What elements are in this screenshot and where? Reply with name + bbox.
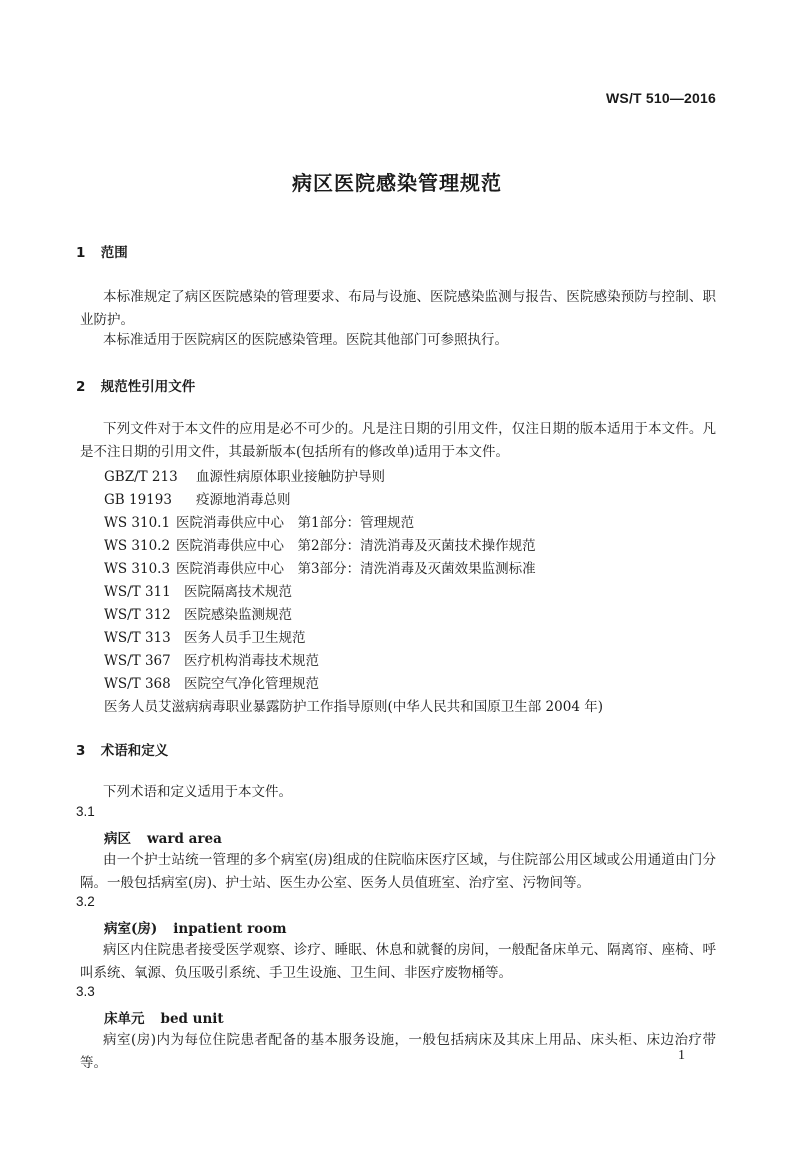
section-title: 术语和定义	[100, 743, 169, 759]
reference-code: WS/T 311	[104, 584, 171, 600]
reference-item	[104, 672, 319, 692]
term-zh: 病区	[104, 831, 131, 847]
reference-code: WS 310.2	[104, 538, 171, 554]
term-definition: 病室(房)内为每位住院患者配备的基本服务设施，一般包括病床及其床上用品、床头柜、床边治疗带等。	[80, 1032, 716, 1071]
reference-item	[104, 649, 319, 669]
reference-title: 医院消毒供应中心 第3部分：清洗消毒及灭菌效果监测标准	[176, 561, 536, 577]
clause-number: 3.3	[76, 984, 95, 999]
reference-title: 血源性病原体职业接触防护导则	[196, 469, 385, 485]
paragraph: 下列术语和定义适用于本文件。	[103, 784, 292, 800]
term-zh: 床单元	[104, 1011, 145, 1027]
reference-title: 医院消毒供应中心 第2部分：清洗消毒及灭菌技术操作规范	[176, 538, 536, 554]
reference-item	[104, 465, 385, 485]
reference-title: 医院隔离技术规范	[184, 584, 292, 600]
section-2-heading	[76, 375, 195, 395]
reference-title: 医疗机构消毒技术规范	[184, 653, 319, 669]
reference-item	[104, 557, 536, 577]
reference-title: 医院消毒供应中心 第1部分：管理规范	[176, 515, 415, 531]
section-title: 规范性引用文件	[100, 379, 196, 395]
document-title: 病区医院感染管理规范	[292, 171, 502, 195]
term-definition: 病区内住院患者接受医学观察、诊疗、睡眠、休息和就餐的房间，一般配备床单元、隔离帘、座椅、呼叫系统、氧源、负压吸引系统、手卫生设施、卫生间、非医疗废物桶等。	[80, 942, 716, 981]
reference-title: 疫源地消毒总则	[196, 492, 291, 508]
section-number: 3	[76, 743, 86, 759]
standard-code: WS/T 510—2016	[606, 90, 716, 106]
reference-code: WS 310.3	[104, 561, 171, 577]
term-en: ward area	[147, 831, 222, 847]
reference-code: WS 310.1	[104, 515, 171, 531]
reference-title: 医务人员手卫生规范	[184, 630, 306, 646]
section-title: 范围	[100, 245, 128, 261]
term-heading	[104, 827, 222, 847]
clause-number: 3.2	[76, 894, 95, 909]
section-number: 1	[76, 245, 86, 261]
paragraph: 本标准规定了病区医院感染的管理要求、布局与设施、医院感染监测与报告、医院感染预防与控制、职业防护。	[80, 289, 716, 328]
reference-code: WS/T 368	[104, 676, 171, 692]
term-definition: 由一个护士站统一管理的多个病室(房)组成的住院临床医疗区域，与住院部公用区域或公用通道由门分隔。一般包括病室(房)、护士站、医生办公室、医务人员值班室、治疗室、污物间等。	[80, 852, 716, 891]
term-heading	[104, 1007, 224, 1027]
reference-title: 医院感染监测规范	[184, 607, 292, 623]
reference-item	[104, 580, 292, 600]
reference-code: WS/T 367	[104, 653, 171, 669]
term-heading	[104, 917, 287, 937]
term-zh: 病室(房)	[104, 921, 158, 937]
section-number: 2	[76, 379, 86, 395]
clause-number: 3.1	[76, 804, 95, 819]
reference-code: WS/T 312	[104, 607, 171, 623]
paragraph: 本标准适用于医院病区的医院感染管理。医院其他部门可参照执行。	[103, 332, 508, 348]
reference-code: WS/T 313	[104, 630, 171, 646]
reference-item	[104, 511, 414, 531]
reference-code: GB 19193	[104, 492, 172, 508]
reference-title: 医院空气净化管理规范	[184, 676, 319, 692]
reference-code: GBZ/T 213	[104, 469, 178, 485]
term-en: inpatient room	[173, 921, 287, 937]
reference-item	[104, 534, 536, 554]
term-en: bed unit	[160, 1011, 224, 1027]
page-number: 1	[678, 1048, 685, 1063]
reference-item	[104, 626, 306, 646]
section-1-heading	[76, 241, 128, 261]
reference-item: 医务人员艾滋病病毒职业暴露防护工作指导原则(中华人民共和国原卫生部 2004 年)	[104, 699, 603, 715]
section-3-heading	[76, 739, 168, 759]
paragraph: 下列文件对于本文件的应用是必不可少的。凡是注日期的引用文件，仅注日期的版本适用于本文件。凡是不注日期的引用文件，其最新版本(包括所有的修改单)适用于本文件。	[80, 421, 716, 460]
reference-item	[104, 603, 292, 623]
reference-item	[104, 488, 291, 508]
